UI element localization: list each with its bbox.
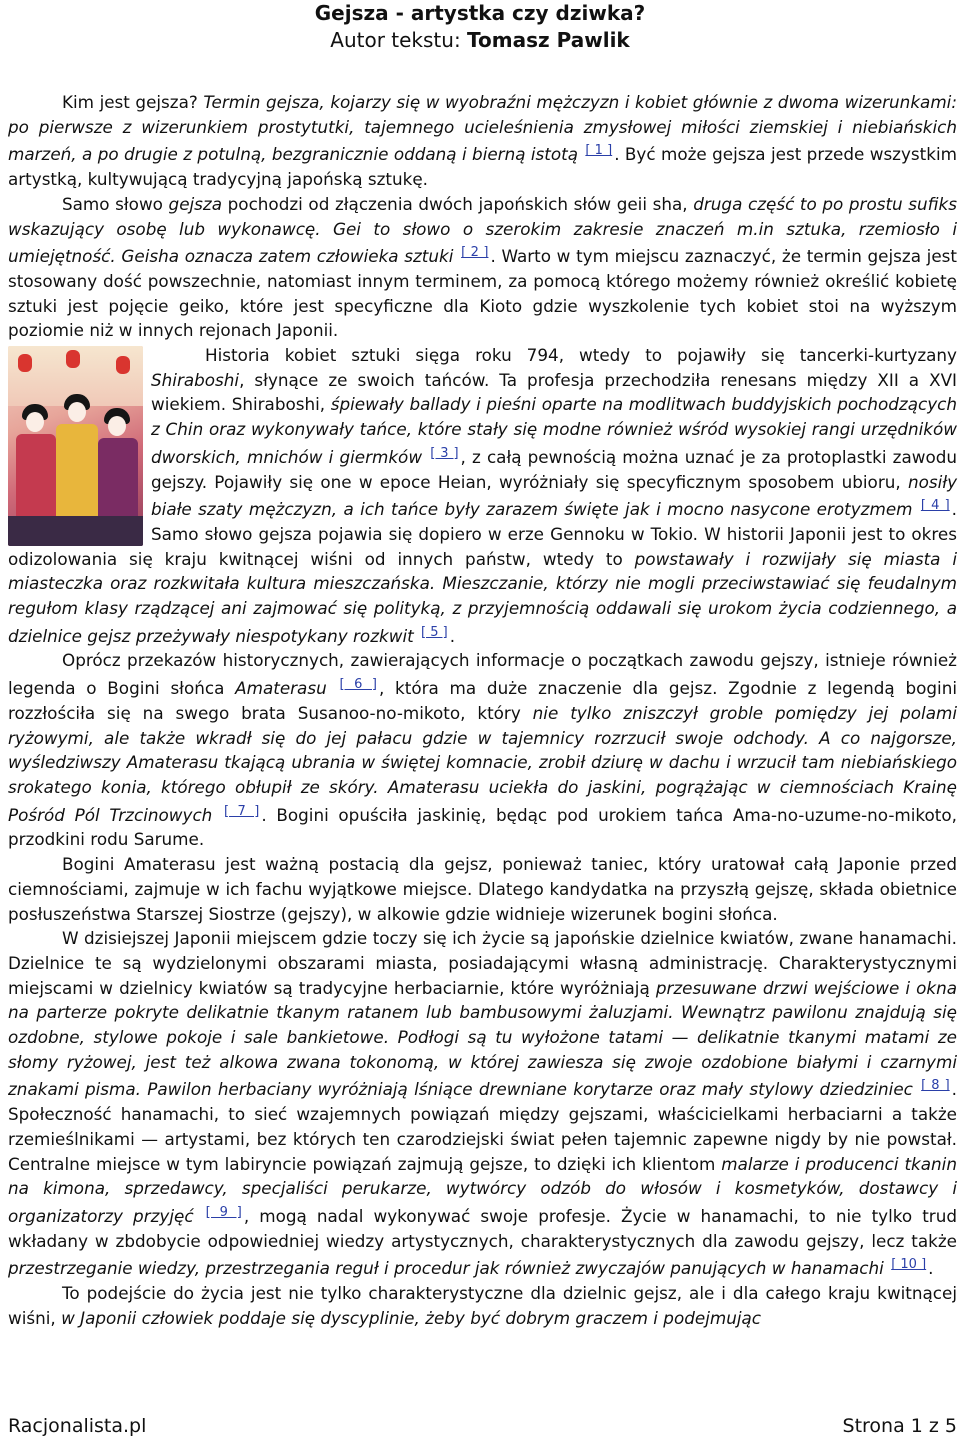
footnote-link-3[interactable]: [ 3 ]	[430, 445, 459, 461]
paragraph-6	[8, 926, 957, 1281]
text: , która ma duże znaczenie dla gejsz. Zgodnie z legendą bogini rozzłościła się na swego brata Susanoo-no-mikoto, który	[8, 678, 957, 723]
text: Historia kobiet sztuki sięga roku 794, wtedy to pojawiły się tancerki-kurtyzany	[205, 345, 957, 366]
text-italic: śpiewały ballady i pieśni oparte na modlitwach buddyjskich pochodzących z Chin oraz wykonywały tańce, które stały się modne również wśród wysokiej rangi urzędników dworskich, mnichów i giermków	[151, 394, 958, 467]
footnote-link-4[interactable]: [ 4 ]	[920, 498, 950, 514]
text-italic: gejsza	[168, 193, 223, 214]
text: . Być może gejsza jest przede wszystkim artystką, kultywującą tradycyjną japońską sztukę.	[8, 144, 957, 190]
text: .	[928, 1258, 934, 1279]
text: , słynące ze swoich tańców. Ta profesja przechodziła renesans między XII a XVI wiekiem. Shiraboshi,	[151, 369, 957, 415]
header	[0, 0, 960, 54]
paragraph-4	[8, 648, 957, 852]
footnote-link-7[interactable]: [ 7 ]	[223, 803, 260, 819]
text: Oprócz przekazów historycznych, zawierających informacje o początkach zawodu gejszy, istnieje również legenda o Bogini słońca	[8, 650, 957, 699]
footnote-link-8[interactable]: [ 8 ]	[921, 1078, 950, 1094]
footer-page-number: Strona 1 z 5	[842, 1415, 957, 1437]
footnote-link-6[interactable]: [ 6 ]	[339, 677, 377, 693]
footnote-link-9[interactable]: [ 9 ]	[205, 1204, 242, 1220]
geisha-illustration-icon	[8, 346, 143, 546]
paragraph-2	[8, 192, 957, 343]
text: Samo słowo	[62, 193, 169, 214]
article-body	[8, 90, 957, 1330]
footer-site: Racjonalista.pl	[8, 1415, 147, 1437]
text-italic: Amaterasu	[235, 678, 327, 699]
page-footer	[8, 1414, 957, 1438]
text: Kim jest gejsza?	[62, 92, 204, 112]
text-italic: druga część to po prostu sufiks wskazujący osobę lub wykonawcę. Gei to słowo o szerokim zakresie znaczeń m.in sztuka, rzemiosło i umiejętność. Geisha oznacza zatem człowieka sztuki	[8, 193, 957, 267]
text: . Bogini opuściła jaskinię, będąc pod urokiem tańca Ama-no-uzume-no-mikoto, przodkini rodu Sarume.	[8, 804, 957, 850]
text: pochodzi od złączenia dwóch japońskich słów geii sha,	[222, 193, 694, 214]
paragraph-3	[8, 343, 957, 648]
face-shape	[26, 412, 44, 432]
author-prefix: Autor tekstu:	[330, 28, 468, 52]
footnote-link-5[interactable]: [ 5 ]	[421, 624, 448, 640]
text: , mogą nadal wykonywać swoje profesje. Życie w hanamachi, to nie tylko trud wkładany w zbdobycie odpowiedniej wiedzy artystycznych, charakterystycznych dla zawodu gejszy, lecz także	[8, 1205, 957, 1251]
text-italic: powstawały i rozwijały się miasta i miasteczka oraz rozkwitała kultura mieszczańska. Mieszczanie, którzy nie mogli przeciwstawiać się feudalnym regułom klasy rządzącej ani zajmować się polityką, z przyjemnością oddawali się urokom życia codziennego, a dzielnice gejsz przeżywały niespotykany rozkwit	[8, 548, 957, 646]
face-shape	[108, 416, 126, 436]
lantern-icon	[18, 354, 32, 372]
paragraph-7	[8, 1281, 957, 1330]
footnote-link-1[interactable]: [ 1 ]	[585, 143, 613, 159]
paragraph-1	[8, 90, 957, 192]
ground-shape	[8, 516, 143, 546]
footnote-link-2[interactable]: [ 2 ]	[461, 245, 489, 261]
text-italic: Termin gejsza, kojarzy się w wyobraźni mężczyzn i kobiet głównie z dwoma wizerunkami: po pierwsze z wizerunkiem prostytutki, tajemnego ucieleśnienia zmysłowej miłości ziemskiej i niebiańskich marzeń, a po drugie z potulną, bezgranicznie oddaną i bierną istotą	[8, 92, 957, 165]
text-italic: nie tylko zniszczył groble pomiędzy jej polami ryżowymi, ale także wkradł się do jej pałacu gdzie w tajemnicy rozrzucił swoje odchody. A co najgorsze, wyśledziwszy Amaterasu tkającą ubrania w świętej komnacie, zrobił dziurę w dachu i wrzucił tam niebiańskiego srokatego konia, którego obłupił ze skóry. Amaterasu uciekła do jaskini, pogrążając w ciemnościach Krainę Pośród Pól Trzcinowych	[8, 702, 957, 825]
text: . Warto w tym miejscu zaznaczyć, że termin gejsza jest stosowany dość powszechnie, natomiast innym terminem, za pomocą którego możemy również określić kobietę sztuki jest pojęcie geiko, które jest specyficzne dla Kioto gdzie wyszkolenie tych kobiet stoi na wyższym poziomie niż w innych rejonach Japonii.	[8, 246, 957, 341]
text: . Samo słowo gejsza pojawia się dopiero w erze Gennoku w Tokio. W historii Japonii jest to okres odizolowania się kraju kwitnącej wiśni od innych państw, wtedy to	[8, 499, 958, 569]
footnote-link-10[interactable]: [ 10 ]	[891, 1257, 927, 1273]
paragraph-5	[8, 852, 957, 926]
text-italic: przesuwane drzwi wejściowe i okna na parterze pokryte delikatnie tkanym ratanem lub bambusowymi żaluzjami. Wewnątrz pawilonu znajdują się ozdobne, stylowe pokoje i sale bankietowe. Podłogi są tu wyłożone tatami — delikatnie tkanymi matami ze słomy ryżowej, jest też alkowa zwana tokonomą, w której zawiesza się zwoje ozdobione białymi i czarnymi znakami pisma. Pawilon herbaciany wyróżniają lśniące drewniane korytarze oraz mały stylowy dziedziniec	[8, 977, 957, 1100]
lantern-icon	[66, 350, 80, 368]
text: W dzisiejszej Japonii miejscem gdzie toczy się ich życie są japońskie dzielnice kwiatów, zwane hanamachi. Dzielnice te są wydzielonymi obszarami miasta, posiadającymi własną administrację. Charakterystycznymi miejscami w dzielnicy kwiatów są tradycyjne herbaciarnie, które wyróżniają	[8, 928, 957, 998]
author-line	[0, 27, 960, 54]
text-italic: Shiraboshi	[151, 369, 240, 390]
text: To podejście do życia jest nie tylko charakterystyczne dla dzielnic gejsz, ale i dla całego kraju kwitnącej wiśni,	[8, 1283, 957, 1328]
text-italic: nosiły białe szaty mężczyzn, a ich tańce były zarazem święte jak i mocno nasycone erotyzmem	[151, 471, 957, 520]
lantern-icon	[116, 356, 130, 374]
text: . Społeczność hanamachi, to sieć wzajemnych powiązań między gejszami, właścicielkami herbaciarni a także rzemieślnikami — artystami, bez których ten czarodziejski świat pełen tajemnic zapewne nigdy by nie powstał. Centralne miejsce w tym labiryncie powiązań zajmują gejsze, to dzięki ich klientom	[8, 1079, 957, 1174]
text: .	[449, 625, 456, 646]
text-italic: przestrzeganie wiedzy, przestrzegania reguł i procedur jak również zwyczajów panujących w hanamachi	[8, 1258, 884, 1279]
page-title: Gejsza - artystka czy dziwka?	[314, 1, 646, 25]
author-name: Tomasz Pawlik	[467, 28, 630, 52]
text: , z całą pewnością można uznać je za protoplastki zawodu gejszy. Pojawiły się one w epoce Heian, wyróżniały się specyficznym sposobem ubioru,	[151, 446, 958, 492]
text-italic: malarze i producenci tkanin na kimona, sprzedawcy, specjaliści perukarze, wytwórcy odzób do włosów i kosmetyków, dostawcy i organizatorzy przyjęć	[8, 1153, 957, 1226]
text-italic: w Japonii człowiek poddaje się dyscyplinie, żeby być dobrym graczem i podejmując	[61, 1307, 762, 1328]
face-shape	[68, 402, 86, 422]
text: Bogini Amaterasu jest ważną postacią dla gejsz, ponieważ taniec, który uratował całą Japonie przed ciemnościami, zajmuje w ich fachu wyjątkowe miejsce. Dlatego kandydatka na przyszłą gejszę, składa obietnice posłuszeństwa Starszej Siostrze (gejszy), w alkowie gdzie widnieje wizerunek bogini słońca.	[8, 854, 957, 924]
